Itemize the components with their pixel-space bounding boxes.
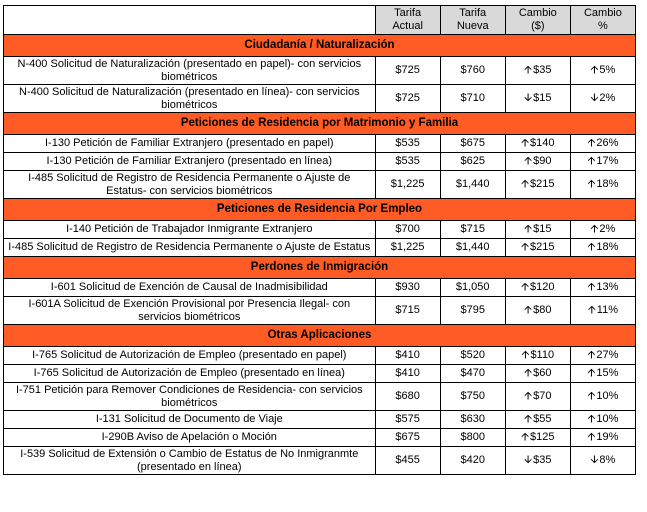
new-fee: $795 [440,297,505,325]
fee-row [4,411,636,429]
fee-row [4,57,636,85]
change-pct-value: 19% [596,431,619,443]
fee-row [4,365,636,383]
current-fee: $535 [375,153,440,171]
change-pct-cell [570,279,635,297]
section-header-row [4,325,636,347]
current-fee: $725 [375,85,440,113]
change-usd-cell [505,297,570,325]
change-usd-cell [505,171,570,199]
change-pct-value: 5% [599,64,616,76]
change-usd-value: $15 [533,223,552,235]
arrow-up-icon: 🡩 [524,367,533,379]
current-fee: $675 [375,429,440,447]
change-usd-value: $35 [533,454,552,466]
change-pct-cell [570,85,635,113]
change-usd-cell [505,57,570,85]
header-change-pct-line2: % [598,20,608,32]
current-fee: $700 [375,221,440,239]
fee-row [4,85,636,113]
change-usd-cell [505,221,570,239]
header-current-line2: Actual [392,20,423,32]
section-title: Otras Aplicaciones [4,325,636,347]
section-title: Perdones de Inmigración [4,257,636,279]
header-new-fee [440,6,505,35]
change-pct-cell [570,239,635,257]
change-pct-value: 8% [599,454,616,466]
new-fee: $470 [440,365,505,383]
change-usd-cell [505,429,570,447]
current-fee: $680 [375,383,440,411]
change-pct-value: 11% [596,304,618,316]
section-header-row [4,257,636,279]
change-pct-cell [570,447,635,475]
arrow-up-icon: 🡩 [590,64,599,76]
form-description: I-601 Solicitud de Exención de Causal de Inadmisibilidad [4,279,376,297]
arrow-up-icon: 🡩 [521,137,530,149]
fee-row [4,429,636,447]
current-fee: $410 [375,365,440,383]
header-new-line2: Nueva [456,20,489,32]
change-usd-value: $90 [533,155,552,167]
change-usd-value: $70 [533,390,552,402]
fee-row [4,297,636,325]
arrow-up-icon: 🡩 [587,304,596,316]
arrow-up-icon: 🡩 [590,223,599,235]
change-pct-cell [570,221,635,239]
arrow-up-icon: 🡩 [587,413,596,425]
form-description: I-765 Solicitud de Autorización de Empleo (presentado en línea) [4,365,376,383]
fee-row [4,153,636,171]
current-fee: $575 [375,411,440,429]
new-fee: $715 [440,221,505,239]
section-header-row [4,113,636,135]
arrow-up-icon: 🡩 [524,413,533,425]
form-description: I-601A Solicitud de Exención Provisional por Presencia Ilegal- con servicios biométricos [4,297,376,325]
new-fee: $1,440 [440,239,505,257]
change-pct-value: 2% [599,223,616,235]
arrow-up-icon: 🡩 [524,223,533,235]
header-change-usd-line1: Cambio [518,7,557,19]
change-pct-value: 13% [596,281,619,293]
change-pct-value: 26% [596,137,619,149]
current-fee: $725 [375,57,440,85]
change-usd-value: $125 [530,431,555,443]
new-fee: $420 [440,447,505,475]
change-pct-value: 10% [596,390,619,402]
change-usd-cell [505,347,570,365]
form-description: I-539 Solicitud de Extensión o Cambio de Estatus de No Inmigranmte (presentado en línea) [4,447,376,475]
fee-row [4,221,636,239]
arrow-up-icon: 🡩 [587,390,596,402]
change-usd-cell [505,447,570,475]
change-usd-value: $140 [530,137,555,149]
change-pct-cell [570,429,635,447]
header-current-fee [375,6,440,35]
arrow-down-icon: 🡫 [524,92,533,104]
current-fee: $1,225 [375,239,440,257]
change-usd-cell [505,279,570,297]
change-usd-cell [505,383,570,411]
change-pct-cell [570,171,635,199]
header-blank-cell [4,6,376,35]
fee-row [4,239,636,257]
current-fee: $715 [375,297,440,325]
change-pct-cell [570,153,635,171]
new-fee: $630 [440,411,505,429]
arrow-up-icon: 🡩 [524,304,533,316]
arrow-up-icon: 🡩 [521,178,530,190]
current-fee: $535 [375,135,440,153]
change-pct-value: 2% [599,92,616,104]
fee-row [4,279,636,297]
current-fee: $930 [375,279,440,297]
change-pct-value: 17% [596,155,619,167]
change-pct-value: 27% [596,349,619,361]
arrow-up-icon: 🡩 [587,349,596,361]
arrow-up-icon: 🡩 [521,349,530,361]
fee-table-body [4,6,636,475]
fee-row [4,171,636,199]
fee-row [4,135,636,153]
change-usd-value: $215 [530,241,555,253]
change-pct-cell [570,365,635,383]
change-usd-value: $110 [530,349,555,361]
arrow-up-icon: 🡩 [587,241,596,253]
current-fee: $1,225 [375,171,440,199]
change-usd-cell [505,411,570,429]
arrow-down-icon: 🡫 [590,92,599,104]
new-fee: $800 [440,429,505,447]
new-fee: $520 [440,347,505,365]
section-title: Ciudadanía / Naturalización [4,35,636,57]
change-pct-cell [570,57,635,85]
change-pct-value: 18% [596,178,619,190]
change-pct-cell [570,347,635,365]
arrow-down-icon: 🡫 [590,454,599,466]
current-fee: $455 [375,447,440,475]
arrow-up-icon: 🡩 [521,241,530,253]
change-pct-cell [570,411,635,429]
arrow-up-icon: 🡩 [587,178,596,190]
form-description: I-130 Petición de Familiar Extranjero (presentado en línea) [4,153,376,171]
form-description: I-485 Solicitud de Registro de Residencia Permanente o Ajuste de Estatus- con servicios biométricos [4,171,376,199]
header-new-line1: Tarifa [459,7,487,19]
new-fee: $710 [440,85,505,113]
arrow-up-icon: 🡩 [587,137,596,149]
change-usd-cell [505,365,570,383]
arrow-up-icon: 🡩 [587,281,596,293]
change-usd-value: $120 [530,281,555,293]
change-usd-cell [505,239,570,257]
change-pct-cell [570,135,635,153]
change-pct-value: 18% [596,241,619,253]
new-fee: $760 [440,57,505,85]
fee-comparison-table [3,5,636,475]
fee-row [4,447,636,475]
arrow-up-icon: 🡩 [524,390,533,402]
change-pct-cell [570,383,635,411]
form-description: I-140 Petición de Trabajador Inmigrante Extranjero [4,221,376,239]
change-usd-value: $35 [533,64,552,76]
change-usd-value: $60 [533,367,552,379]
header-row [4,6,636,35]
change-usd-value: $215 [530,178,555,190]
arrow-up-icon: 🡩 [524,64,533,76]
section-header-row [4,199,636,221]
arrow-up-icon: 🡩 [524,155,533,167]
new-fee: $1,050 [440,279,505,297]
change-pct-value: 15% [596,367,619,379]
change-usd-cell [505,85,570,113]
header-change-usd-line2: ($) [531,20,545,32]
fee-row [4,383,636,411]
section-title: Peticiones de Residencia Por Empleo [4,199,636,221]
change-usd-value: $80 [533,304,552,316]
form-description: I-130 Petición de Familiar Extranjero (presentado en papel) [4,135,376,153]
change-pct-value: 10% [596,413,619,425]
change-usd-value: $55 [533,413,552,425]
section-header-row [4,35,636,57]
form-description: I-765 Solicitud de Autorización de Empleo (presentado en papel) [4,347,376,365]
form-description: I-131 Solicitud de Documento de Viaje [4,411,376,429]
form-description: I-751 Petición para Remover Condiciones de Residencia- con servicios biométricos [4,383,376,411]
arrow-up-icon: 🡩 [521,431,530,443]
new-fee: $675 [440,135,505,153]
arrow-up-icon: 🡩 [521,281,530,293]
form-description: I-290B Aviso de Apelación o Moción [4,429,376,447]
change-usd-cell [505,135,570,153]
arrow-up-icon: 🡩 [587,431,596,443]
arrow-down-icon: 🡫 [524,454,533,466]
arrow-up-icon: 🡩 [587,155,596,167]
form-description: I-485 Solicitud de Registro de Residencia Permanente o Ajuste de Estatus [4,239,376,257]
arrow-up-icon: 🡩 [587,367,596,379]
new-fee: $1,440 [440,171,505,199]
header-change-usd [505,6,570,35]
fee-row [4,347,636,365]
header-current-line1: Tarifa [394,7,422,19]
header-change-pct [570,6,635,35]
change-usd-cell [505,153,570,171]
form-description: N-400 Solicitud de Naturalización (presentado en línea)- con servicios biométricos [4,85,376,113]
change-pct-cell [570,297,635,325]
header-change-pct-line1: Cambio [583,7,622,19]
new-fee: $750 [440,383,505,411]
section-title: Peticiones de Residencia por Matrimonio y Familia [4,113,636,135]
new-fee: $625 [440,153,505,171]
form-description: N-400 Solicitud de Naturalización (presentado en papel)- con servicios biométricos [4,57,376,85]
change-usd-value: $15 [533,92,552,104]
current-fee: $410 [375,347,440,365]
